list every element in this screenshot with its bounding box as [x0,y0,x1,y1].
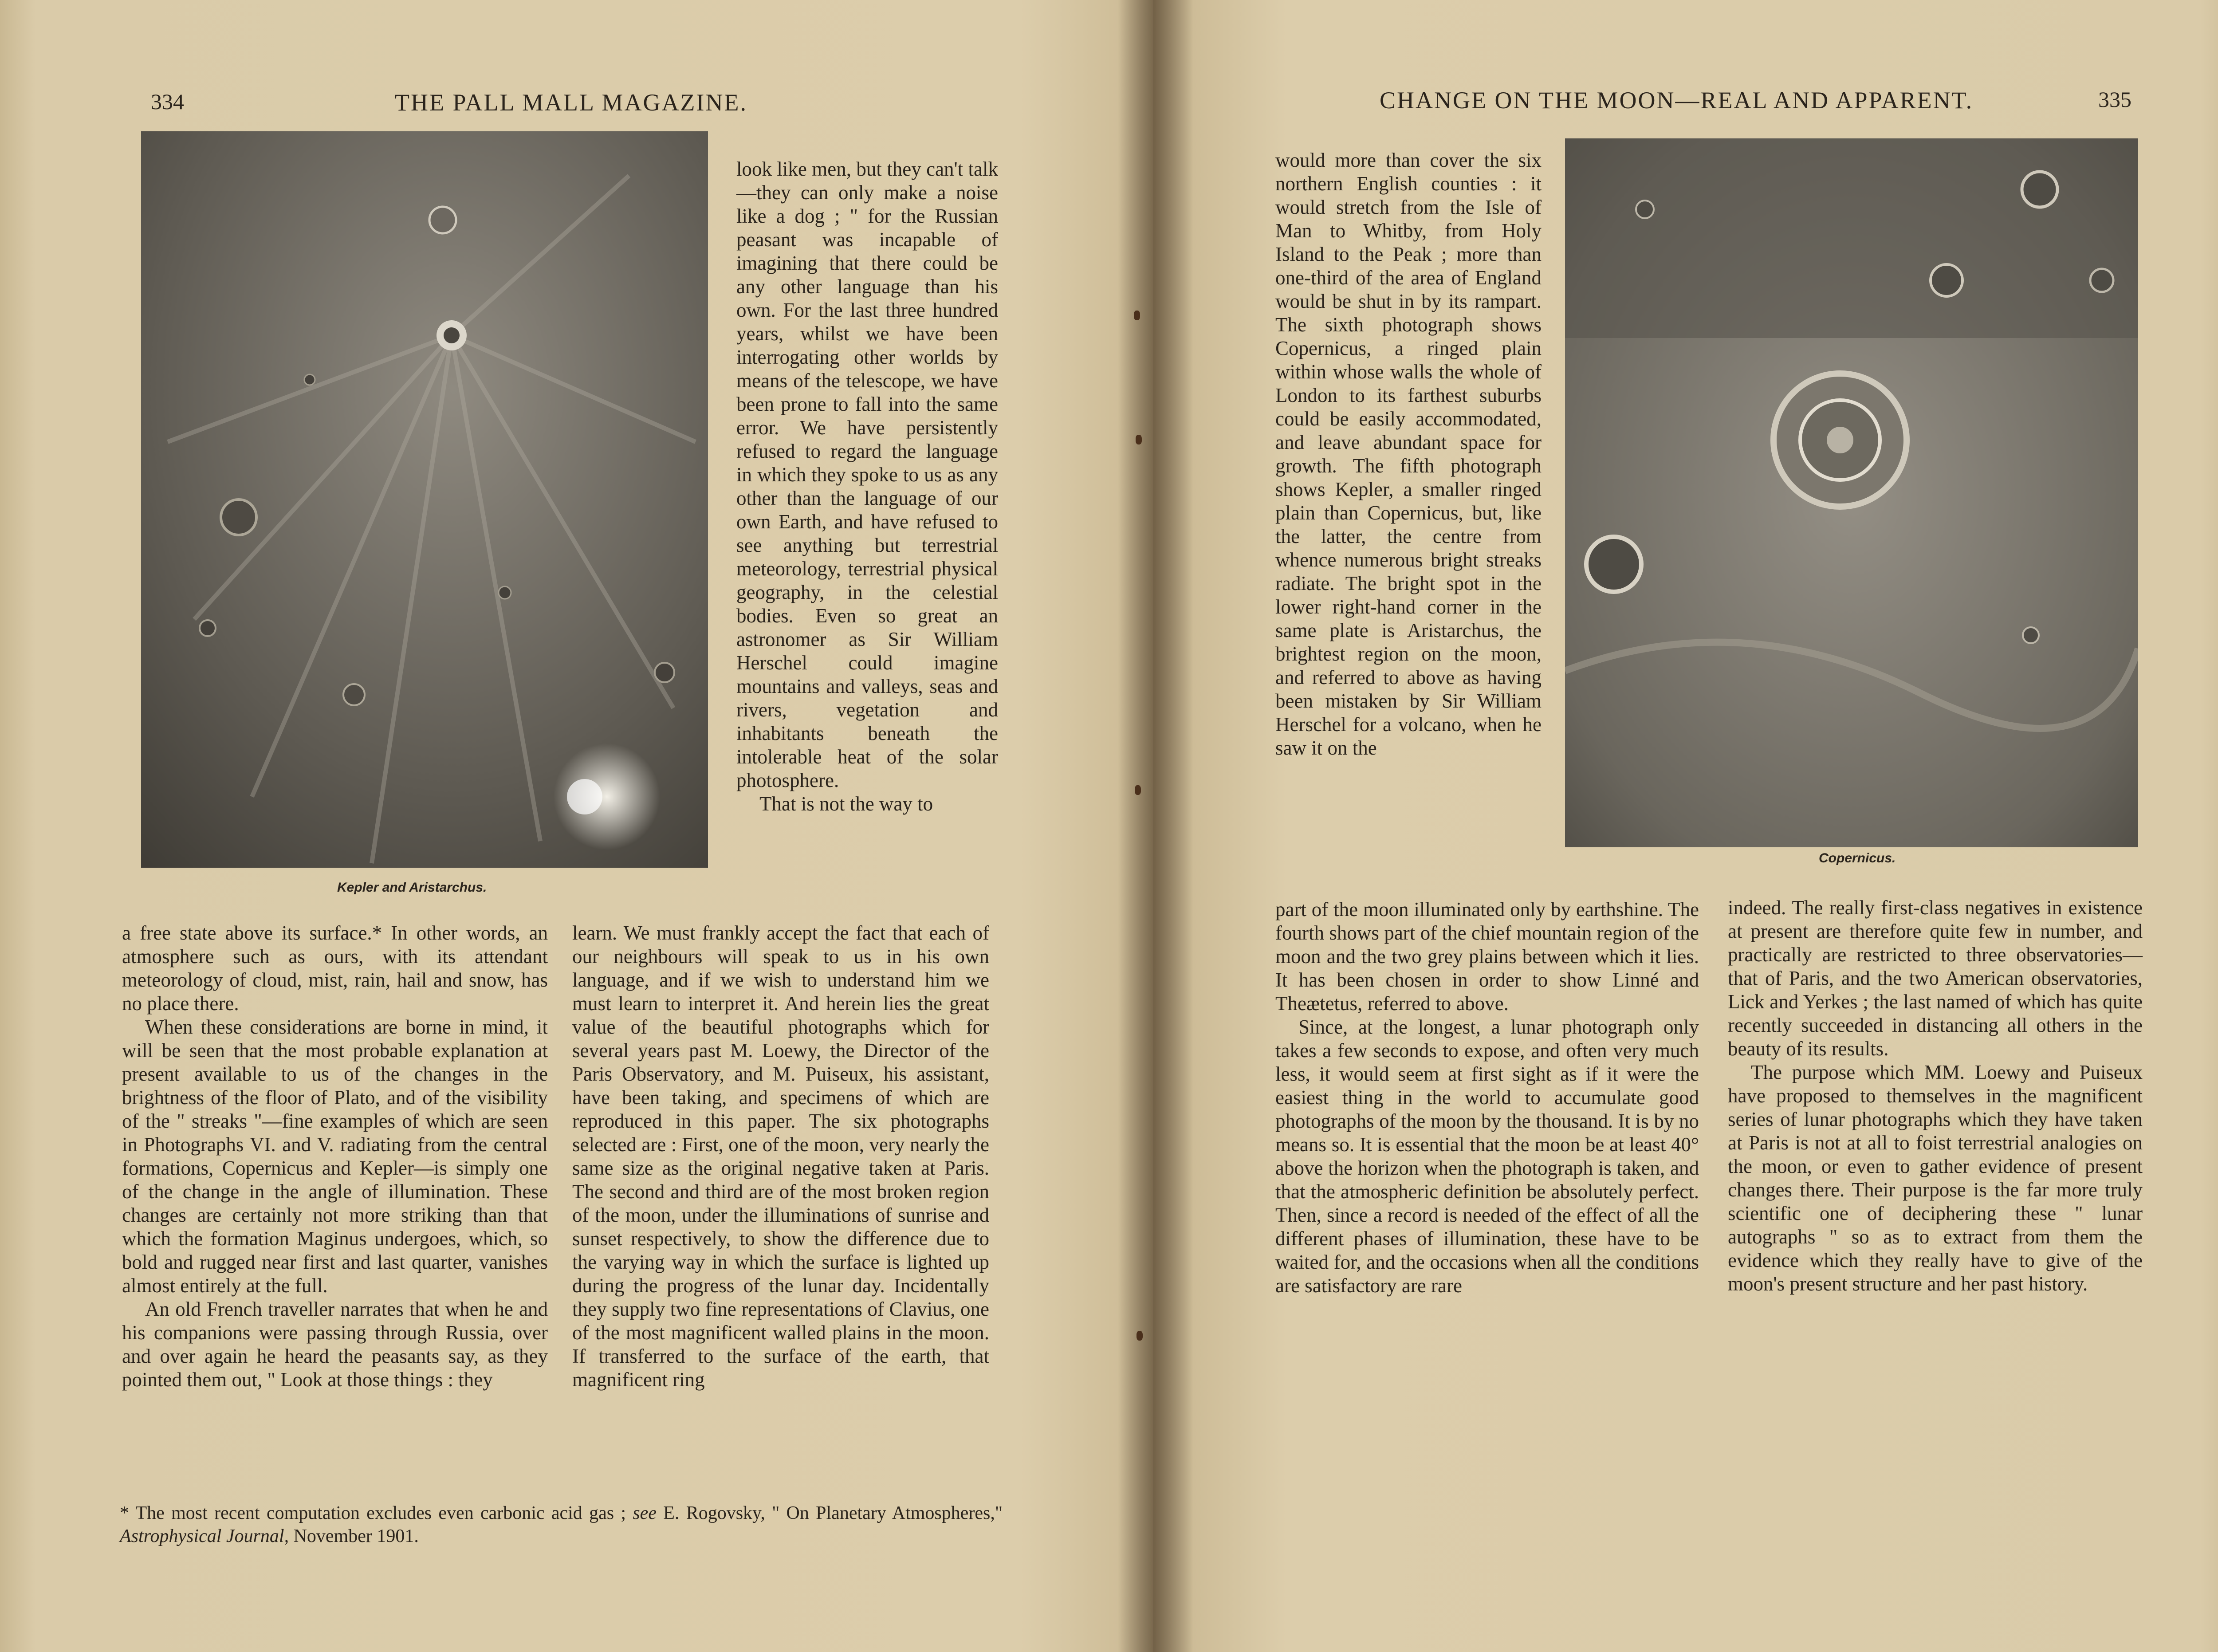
right-page [1153,0,2218,1652]
footnote-see: see [633,1503,657,1523]
paragraph: When these considerations are borne in mind, it will be seen that the most probable explanation at present available to us of the changes in the brightness of the floor of Plato, and of the visibility of the " streaks "—fine examples of which are seen in Photographs VI. and V. radiating from the central formations, Copernicus and Kepler—is simply one of the change in the angle of illumination. These changes are certainly not more striking than that which the formation Maginus undergoes, which, so bold and rugged near first and last quarter, vanishes almost entirely at the full. [122,1016,548,1297]
footnote-text: * The most recent computation excludes even carbonic acid gas ; [120,1503,633,1523]
footnote-journal: Astrophysical Journal, [120,1526,289,1546]
right-page-right-column-bottom [1728,896,2143,1296]
paragraph: That is not the way to [759,793,933,815]
copernicus-figure-caption: Copernicus. [1819,851,1896,865]
paragraph: indeed. The really first-class negatives in existence at present are therefore quite few in number, and practically are restricted to three observatories—that of Paris, and the two American observatories, Lick and Yerkes ; the last named of which has quite recently succeeded in distancing all others in the beauty of its results. [1728,897,2143,1060]
binding-mark [1134,311,1140,320]
paragraph: look like men, but they can't talk—they can only make a noise like a dog ; " for the Russian peasant was incapable of imagining that there could be any other language than his own. For the last three hundred years, whilst we have been interrogating other worlds by means of the telescope, we have been prone to fall into the same error. We have persistently refused to regard the language in which they spoke to us as any other than the language of our own Earth, and have refused to see anything but terrestrial meteorology, terrestrial physical geography, in the celestial bodies. Even so great an astronomer as Sir William Herschel could imagine mountains and valleys, seas and rivers, vegetation and inhabitants beneath the intolerable heat of the solar photosphere. [736,158,998,791]
paragraph: would more than cover the six northern English counties : it would stretch from the Isle of Man to Whitby, from Holy Island to the Peak ; more than one-third of the area of England would be shut in by its rampart. The sixth photograph shows Copernicus, a ringed plain within whose walls the whole of London to its farthest suburbs could be easily accommodated, and leave abundant space for growth. The fifth photograph shows Kepler, a smaller ringed plain than Copernicus, but, like the latter, the centre from whence numerous bright streaks radiate. The bright spot in the lower right-hand corner in the same plate is Aristarchus, the brightest region on the moon, and referred to above as having been mistaken by Sir William Herschel for a volcano, when he saw it on the [1275,149,1542,759]
kepler-figure-caption: Kepler and Aristarchus. [337,880,487,895]
kepler-aristarchus-photograph [141,131,708,868]
binding-mark [1137,1331,1143,1341]
right-running-head: CHANGE ON THE MOON—REAL AND APPARENT. [1380,87,1974,114]
paragraph: a free state above its surface.* In other words, an atmosphere such as ours, with its attendant meteorology of cloud, mist, rain, hail and snow, has no place there. [122,922,548,1015]
lunar-surface-image [1565,138,2138,847]
gutter-shadow [1118,0,1193,1652]
left-page-right-column-top [736,157,998,816]
paragraph: part of the moon illuminated only by earthshine. The fourth shows part of the chief mountain region of the moon and the two grey plains between which it lies. It has been chosen in order to show Linné and Theætetus, referred to above. [1275,898,1699,1015]
paragraph: learn. We must frankly accept the fact that each of our neighbours will speak to us in his own language, and if we wish to understand him we must learn to interpret it. And herein lies the great value of the beautiful photographs which for several years past M. Loewy, the Director of the Paris Observatory, and M. Puiseux, his assistant, have been taking, and specimens of which are reproduced in this paper. The six photographs selected are : First, one of the moon, very nearly the same size as the original negative taken at Paris. The second and third are of the most broken region of the moon, under the illuminations of sunrise and sunset respectively, to show the difference due to the varying way in which the surface is lighted up during the progress of the lunar day. Incidentally they supply two fine representations of Clavius, one of the most magnificent walled plains in the moon. If transferred to the surface of the earth, that magnificent ring [572,922,989,1391]
left-page-number: 334 [151,89,184,114]
paragraph: An old French traveller narrates that when he and his companions were passing through Russia, over and over again he heard the peasants say, as they pointed them out, " Look at those things : they [122,1298,548,1391]
right-page-left-column-top [1275,149,1542,760]
paragraph: The purpose which MM. Loewy and Puiseux have proposed to themselves in the magnificent series of lunar photographs which they have taken at Paris is not at all to foist terrestrial analogies on the moon, or even to gather evidence of present changes there. Their purpose is the far more truly scientific one of deciphering these " lunar autographs " so as to extract from them the evidence which they really have to give of the moon's present structure and her past history. [1728,1061,2143,1295]
left-page-right-column-bottom [572,921,989,1392]
right-page-left-column-bottom [1275,898,1699,1298]
binding-mark [1135,785,1141,795]
right-page-number: 335 [2098,87,2131,112]
paragraph: Since, at the longest, a lunar photograph only takes a few seconds to expose, and often very much less, it would seem at first sight as if it were the easiest thing in the world to accumulate good photographs of the moon by the thousand. It is by no means so. It is essential that the moon be at least 40° above the horizon when the photograph is taken, and that the atmospheric definition be absolutely perfect. Then, since a record is needed of the effect of all the different phases of illumination, these have to be waited for, and the occasions when all the conditions are satisfactory are rare [1275,1016,1699,1297]
left-running-head: THE PALL MALL MAGAZINE. [395,89,747,116]
left-page-left-column-bottom [122,921,548,1392]
footnote [120,1502,1003,1548]
footnote-text: November 1901. [289,1526,419,1546]
binding-mark [1136,435,1142,444]
copernicus-photograph [1565,138,2138,847]
footnote-text: E. Rogovsky, " On Planetary Atmospheres," [656,1503,1003,1523]
lunar-surface-image [141,131,708,868]
